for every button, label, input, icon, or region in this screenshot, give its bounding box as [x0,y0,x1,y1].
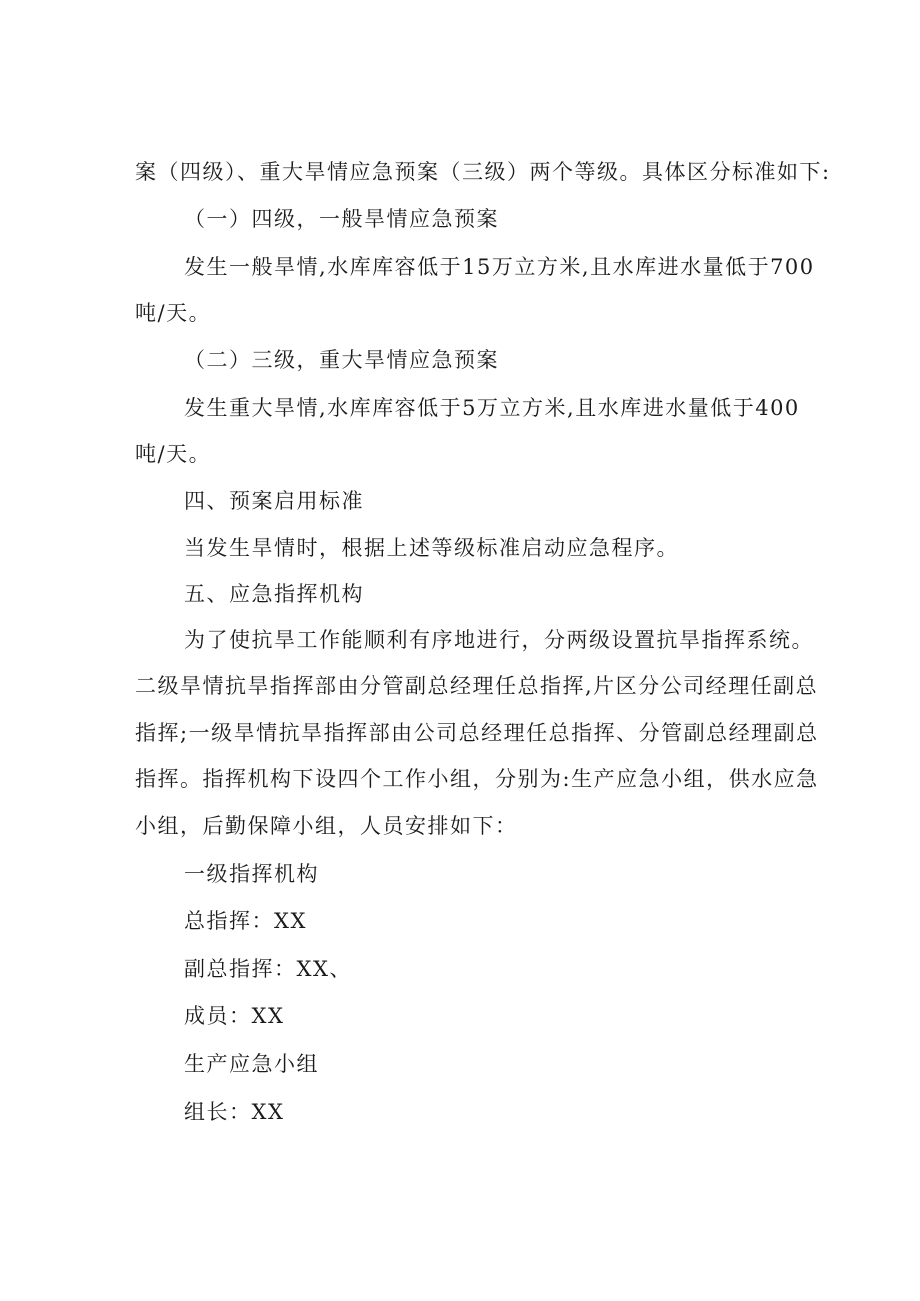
role-members: 成员：XX [184,1004,285,1028]
paragraph-line-command-3: 指挥;一级旱情抗旱指挥部由公司总经理任总指挥、分管副总经理副总 [135,721,819,745]
paragraph-line-level-three: 发生重大旱情,水库库容低于5万立方米,且水库进水量低于400 [184,396,800,420]
paragraph-line-command-4: 指挥。指挥机构下设四个工作小组，分别为:生产应急小组，供水应急 [135,767,819,791]
role-deputy-commander: 副总指挥：XX、 [184,957,352,981]
heading-level-three: （二）三级，重大旱情应急预案 [184,348,499,372]
section-heading-command-agency: 五、应急指挥机构 [184,582,364,606]
paragraph-line-level-three-end: 吨/天。 [135,442,212,466]
subheading-production-emergency-group: 生产应急小组 [184,1052,319,1076]
paragraph-activation-standard: 当发生旱情时，根据上述等级标准启动应急程序。 [184,536,679,560]
paragraph-line-grade-levels: 案（四级）、重大旱情应急预案（三级）两个等级。具体区分标准如下: [135,160,831,184]
subheading-first-level-command: 一级指挥机构 [184,862,319,886]
paragraph-line-command-1: 为了使抗旱工作能顺利有序地进行，分两级设置抗旱指挥系统。 [184,628,814,652]
paragraph-line-command-2: 二级旱情抗旱指挥部由分管副总经理任总指挥,片区分公司经理任副总 [135,674,819,698]
role-commander: 总指挥：XX [184,909,307,933]
role-group-leader: 组长：XX [184,1100,285,1124]
paragraph-line-command-5: 小组，后勤保障小组，人员安排如下： [135,814,518,838]
paragraph-line-level-four: 发生一般旱情,水库库容低于15万立方米,且水库进水量低于700 [184,255,815,279]
section-heading-activation-standard: 四、预案启用标准 [184,489,364,513]
paragraph-line-level-four-end: 吨/天。 [135,301,212,325]
heading-level-four: （一）四级，一般旱情应急预案 [184,207,499,231]
